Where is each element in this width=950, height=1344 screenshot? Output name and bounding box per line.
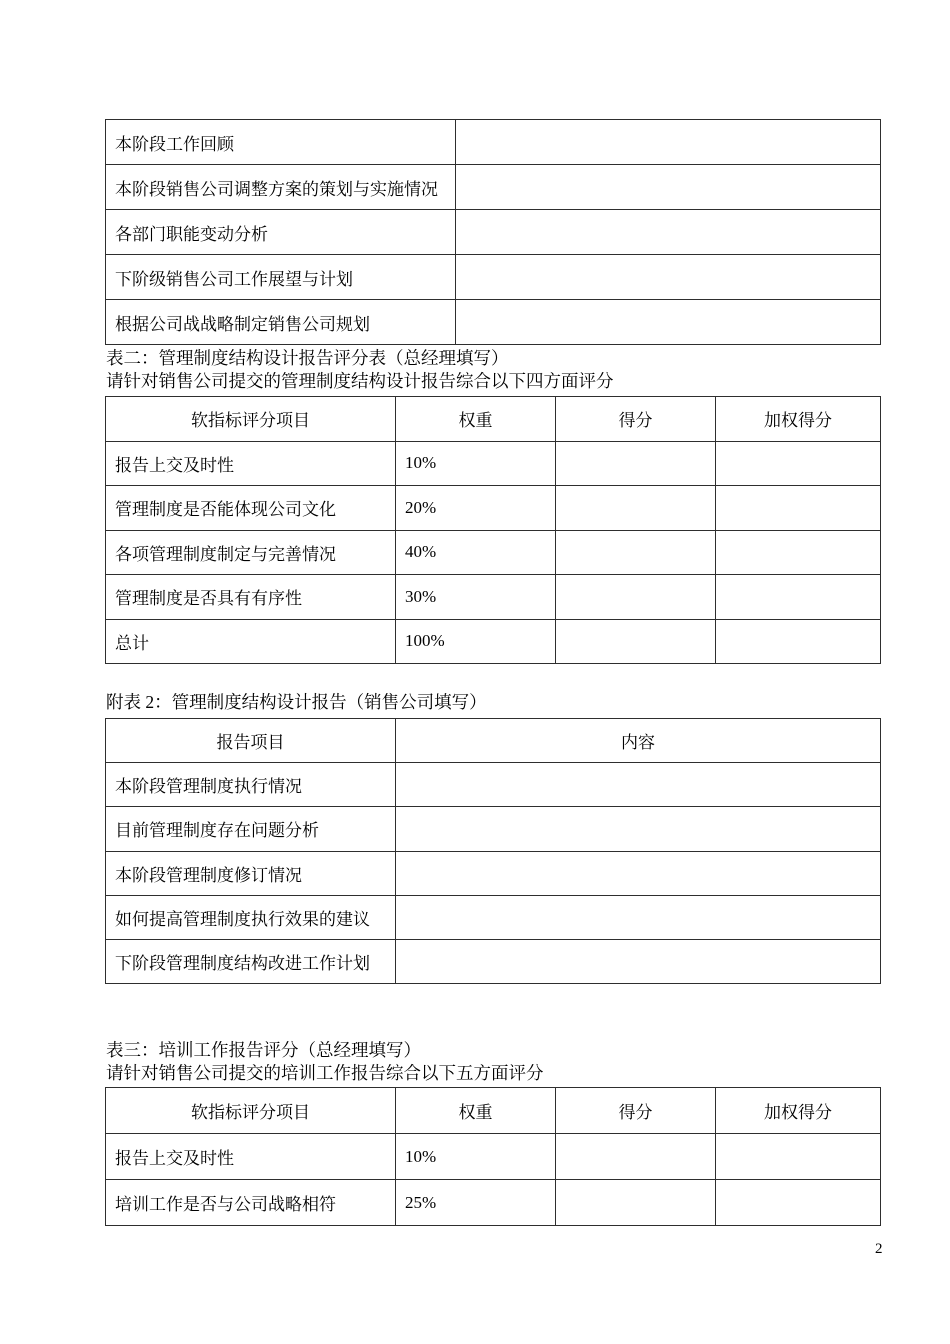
column-header-weighted-score: 加权得分 [716, 1088, 881, 1134]
score-cell-empty [556, 530, 716, 575]
weighted-score-cell-empty [716, 1134, 881, 1180]
section-table2-heading [106, 347, 614, 393]
section-subtitle: 请针对销售公司提交的管理制度结构设计报告综合以下四方面评分 [106, 371, 614, 391]
weight-value: 10% [396, 441, 556, 486]
table-row [106, 165, 881, 210]
section-subtitle: 请针对销售公司提交的培训工作报告综合以下五方面评分 [106, 1063, 544, 1083]
score-cell-empty [556, 1134, 716, 1180]
table-row [106, 763, 881, 807]
content-cell-empty [396, 807, 881, 851]
content-cell-empty [396, 763, 881, 807]
weight-value: 40% [396, 530, 556, 575]
column-header-item: 软指标评分项目 [106, 397, 396, 442]
score-item-label: 报告上交及时性 [106, 1134, 396, 1180]
table-row [106, 486, 881, 531]
table-row [106, 300, 881, 345]
column-header-score: 得分 [556, 397, 716, 442]
report-item-label: 本阶段销售公司调整方案的策划与实施情况 [106, 165, 456, 210]
score-cell-empty [556, 441, 716, 486]
table-header-row [106, 1088, 881, 1134]
table-row-total [106, 619, 881, 664]
score-cell-empty [556, 1180, 716, 1226]
table-row [106, 895, 881, 939]
report-item-label: 目前管理制度存在问题分析 [106, 807, 396, 851]
weighted-score-cell-empty [716, 619, 881, 664]
report-item-label: 下阶级销售公司工作展望与计划 [106, 255, 456, 300]
weighted-score-cell-empty [716, 441, 881, 486]
total-label: 总计 [106, 619, 396, 664]
table-row [106, 807, 881, 851]
table-row [106, 255, 881, 300]
score-item-label: 管理制度是否具有有序性 [106, 575, 396, 620]
score-cell-empty [556, 575, 716, 620]
report-item-label: 本阶段管理制度执行情况 [106, 763, 396, 807]
weight-value: 25% [396, 1180, 556, 1226]
report-item-content-empty [456, 165, 881, 210]
total-weight-value: 100% [396, 619, 556, 664]
weighted-score-cell-empty [716, 575, 881, 620]
management-system-score-table [105, 396, 881, 664]
report-item-label: 本阶段管理制度修订情况 [106, 851, 396, 895]
table-row [106, 1180, 881, 1226]
table-row [106, 441, 881, 486]
report-item-content-empty [456, 300, 881, 345]
column-header-weighted-score: 加权得分 [716, 397, 881, 442]
report-item-label: 本阶段工作回顾 [106, 120, 456, 165]
column-header-item: 软指标评分项目 [106, 1088, 396, 1134]
section-title: 附表 2：管理制度结构设计报告（销售公司填写） [106, 692, 487, 712]
content-cell-empty [396, 851, 881, 895]
content-cell-empty [396, 939, 881, 983]
work-report-table [105, 119, 881, 345]
table-row [106, 530, 881, 575]
weight-value: 10% [396, 1134, 556, 1180]
weighted-score-cell-empty [716, 530, 881, 575]
weighted-score-cell-empty [716, 1180, 881, 1226]
score-item-label: 各项管理制度制定与完善情况 [106, 530, 396, 575]
table-row [106, 120, 881, 165]
score-cell-empty [556, 486, 716, 531]
column-header-weight: 权重 [396, 397, 556, 442]
table-row [106, 939, 881, 983]
column-header-score: 得分 [556, 1088, 716, 1134]
report-item-content-empty [456, 210, 881, 255]
section-title: 表三：培训工作报告评分（总经理填写） [106, 1040, 421, 1060]
column-header-weight: 权重 [396, 1088, 556, 1134]
report-item-label: 根据公司战战略制定销售公司规划 [106, 300, 456, 345]
report-item-content-empty [456, 120, 881, 165]
column-header-report-item: 报告项目 [106, 719, 396, 763]
management-system-report-table [105, 718, 881, 984]
content-cell-empty [396, 895, 881, 939]
table-header-row [106, 719, 881, 763]
table-row [106, 1134, 881, 1180]
report-item-content-empty [456, 255, 881, 300]
report-item-label: 各部门职能变动分析 [106, 210, 456, 255]
table-row [106, 575, 881, 620]
report-item-label: 下阶段管理制度结构改进工作计划 [106, 939, 396, 983]
weight-value: 30% [396, 575, 556, 620]
score-cell-empty [556, 619, 716, 664]
page-number: 2 [875, 1241, 883, 1257]
column-header-content: 内容 [396, 719, 881, 763]
section-title: 表二：管理制度结构设计报告评分表（总经理填写） [106, 348, 509, 368]
table-header-row [106, 397, 881, 442]
section-appendix2-heading [106, 691, 487, 714]
score-item-label: 管理制度是否能体现公司文化 [106, 486, 396, 531]
weighted-score-cell-empty [716, 486, 881, 531]
score-item-label: 报告上交及时性 [106, 441, 396, 486]
table-row [106, 851, 881, 895]
weight-value: 20% [396, 486, 556, 531]
table-row [106, 210, 881, 255]
section-table3-heading [106, 1039, 544, 1085]
report-item-label: 如何提高管理制度执行效果的建议 [106, 895, 396, 939]
score-item-label: 培训工作是否与公司战略相符 [106, 1180, 396, 1226]
training-work-score-table [105, 1087, 881, 1226]
